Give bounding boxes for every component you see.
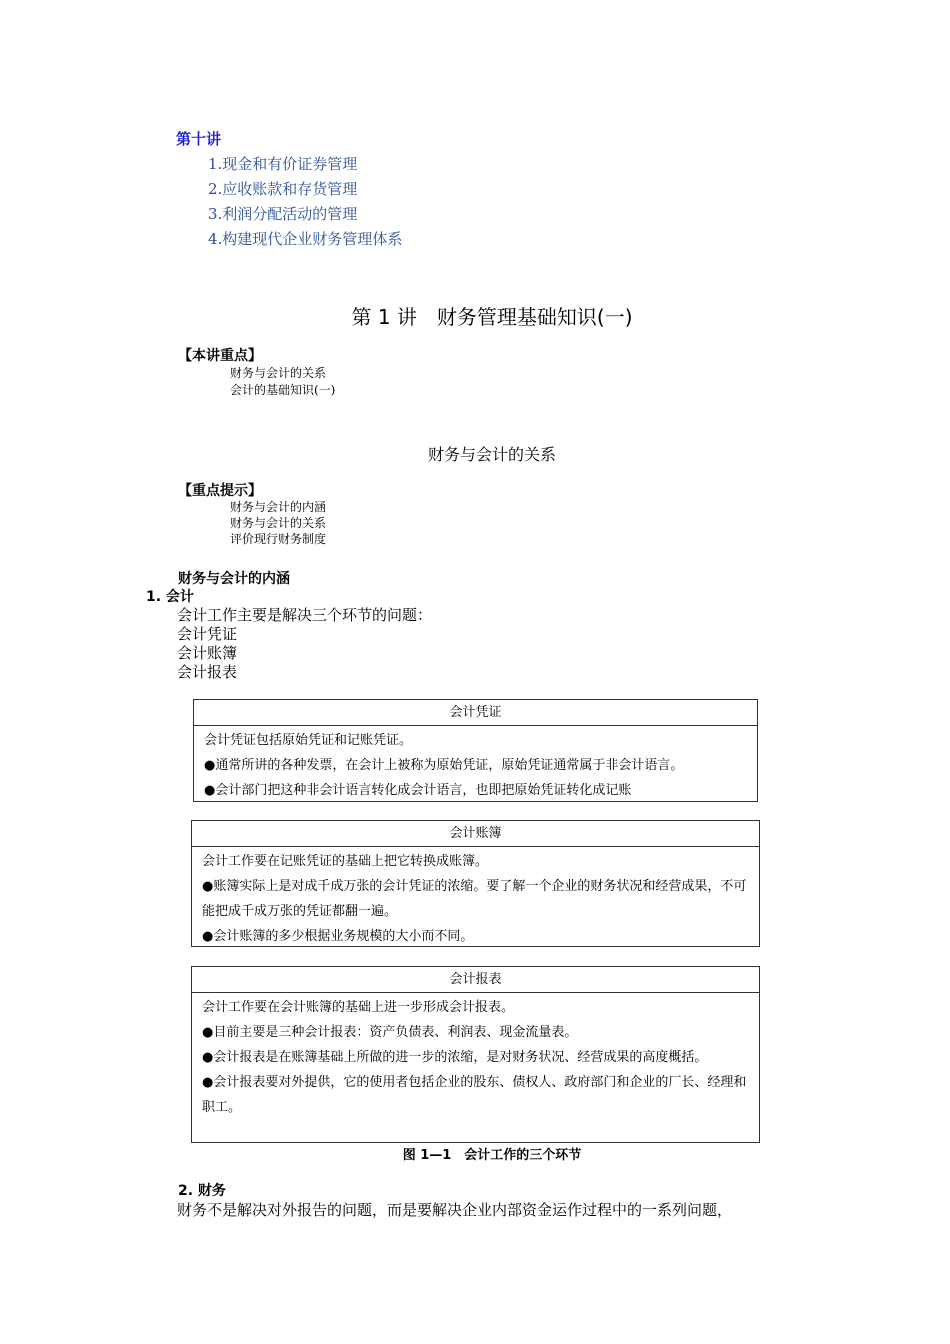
item1-line: 会计工作主要是解决三个环节的问题： <box>177 606 433 624</box>
toc-item: 1.现金和有价证券管理 <box>208 155 358 173</box>
item1-heading: 1. 会计 <box>146 589 194 605</box>
subsection-title: 财务与会计的内涵 <box>178 571 290 587</box>
ledger-box-line: ●账簿实际上是对成千成万张的会计凭证的浓缩。要了解一个企业的财务状况和经营成果，不可能把成千成万张的凭证都翻一遍。 <box>202 879 747 919</box>
statement-box-line: ●会计报表是在账簿基础上所做的进一步的浓缩，是对财务状况、经营成果的高度概括。 <box>202 1050 708 1065</box>
statement-box-line: 会计工作要在会计账簿的基础上进一步形成会计报表。 <box>202 1000 515 1015</box>
statement-box-title: 会计报表 <box>192 967 759 993</box>
ledger-box <box>191 820 760 947</box>
statement-box-line: ●会计报表要对外提供，它的使用者包括企业的股东、债权人、政府部门和企业的厂长、经理和职工。 <box>202 1075 747 1115</box>
lecture-title: 第 1 讲 财务管理基础知识(一) <box>351 305 633 329</box>
ledger-box-line: ●会计账簿的多少根据业务规模的大小而不同。 <box>202 929 474 944</box>
item1-line: 会计账簿 <box>177 644 238 662</box>
voucher-box-line: ●会计部门把这种非会计语言转化成会计语言，也即把原始凭证转化成记账 <box>204 783 632 798</box>
hint-item: 财务与会计的关系 <box>230 516 327 530</box>
ledger-box-line: 会计工作要在记账凭证的基础上把它转换成账簿。 <box>202 854 489 869</box>
toc-item: 2.应收账款和存货管理 <box>208 180 358 198</box>
hint-item: 财务与会计的内涵 <box>230 500 327 514</box>
statement-box <box>191 966 760 1143</box>
voucher-box-title: 会计凭证 <box>194 700 757 726</box>
statement-box-line: ●目前主要是三种会计报表：资产负债表、利润表、现金流量表。 <box>202 1025 578 1040</box>
hint-item: 评价现行财务制度 <box>230 532 327 546</box>
hint-heading: 【重点提示】 <box>178 483 262 499</box>
item1-line: 会计凭证 <box>177 625 238 643</box>
item2-text: 财务不是解决对外报告的问题，而是要解决企业内部资金运作过程中的一系列问题， <box>177 1201 733 1219</box>
figure-caption: 图 1—1 会计工作的三个环节 <box>402 1148 582 1163</box>
toc-heading: 第十讲 <box>176 130 222 148</box>
item1-line: 会计报表 <box>177 663 238 681</box>
focus-heading: 【本讲重点】 <box>178 348 262 364</box>
focus-item: 会计的基础知识(一) <box>230 383 336 397</box>
item2-heading: 2. 财务 <box>178 1183 226 1199</box>
toc-item: 3.利润分配活动的管理 <box>208 205 358 223</box>
voucher-box-line: 会计凭证包括原始凭证和记账凭证。 <box>204 733 413 748</box>
voucher-box <box>193 699 758 802</box>
voucher-box-line: ●通常所讲的各种发票，在会计上被称为原始凭证，原始凭证通常属于非会计语言。 <box>204 758 684 773</box>
focus-item: 财务与会计的关系 <box>230 366 327 380</box>
ledger-box-title: 会计账簿 <box>192 821 759 847</box>
section-title: 财务与会计的关系 <box>427 445 556 464</box>
toc-item: 4.构建现代企业财务管理体系 <box>208 230 403 248</box>
